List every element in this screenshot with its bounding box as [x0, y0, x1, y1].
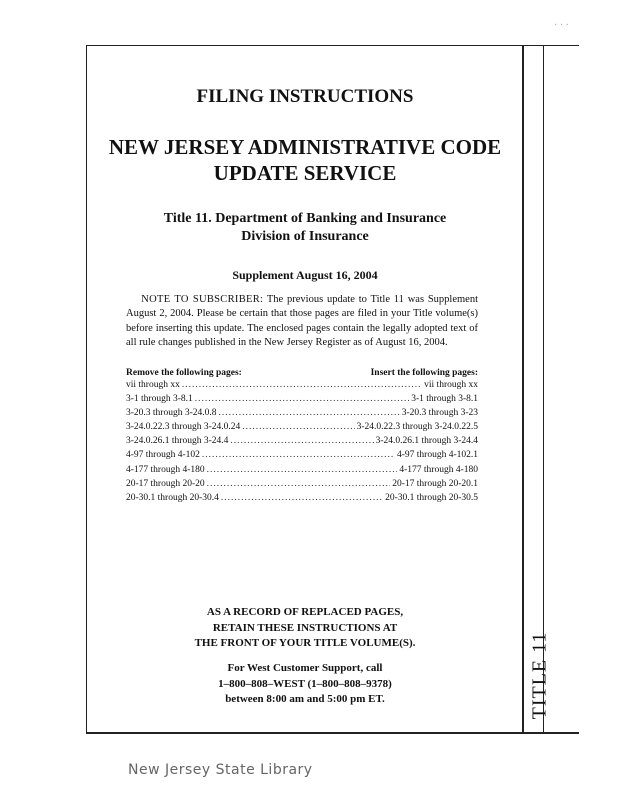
insert-pages: 4-97 through 4-102.1 [396, 450, 478, 461]
remove-pages: 4-177 through 4-180 [126, 464, 205, 475]
code-title [86, 134, 524, 186]
note-body: The previous update to Title 11 was Supplement August 2, 2004. Please be certain that those pages are filed in your Title volume(s) before inserting this update. The enclosed pages contain the legally adopted text of all rule changes published in the New Jersey Register as of August 16, 2004. [126, 294, 478, 348]
bottom-rule [86, 732, 579, 734]
remove-pages: 4-97 through 4-102 [126, 450, 200, 461]
support-info [86, 661, 524, 708]
insert-pages: 3-1 through 3-8.1 [411, 394, 478, 405]
insert-pages: 3-24.0.26.1 through 3-24.4 [375, 436, 478, 447]
insert-pages: 3-24.0.22.3 through 3-24.0.22.5 [356, 422, 478, 433]
table-row [126, 479, 478, 493]
leader-dots [202, 450, 395, 460]
table-row [126, 422, 478, 436]
support-line2: 1–800–808–WEST (1–800–808–9378) [218, 677, 392, 690]
note-lead: NOTE TO SUBSCRIBER: [141, 294, 264, 305]
support-line3: between 8:00 am and 5:00 pm ET. [225, 693, 385, 705]
insert-pages: 4-177 through 4-180 [399, 464, 478, 475]
remove-pages: 3-24.0.22.3 through 3-24.0.24 [126, 422, 241, 433]
insert-header: Insert the following pages: [370, 368, 478, 378]
remove-pages: 3-20.3 through 3-24.0.8 [126, 408, 217, 419]
table-row [126, 380, 478, 394]
insert-pages: 20-17 through 20-20.1 [392, 478, 478, 489]
leader-dots [182, 380, 422, 390]
subscriber-note [126, 293, 478, 350]
supplement-date: Supplement August 16, 2004 [232, 268, 378, 282]
insert-pages: 3-20.3 through 3-23 [401, 408, 478, 419]
remove-pages: 3-1 through 3-8.1 [126, 394, 193, 405]
leader-dots [207, 465, 398, 475]
library-stamp: New Jersey State Library [128, 762, 313, 778]
insert-pages: 20-30.1 through 20-30.5 [385, 492, 478, 503]
leader-dots [195, 394, 409, 404]
title-block [86, 210, 524, 246]
title-tab [520, 631, 560, 719]
code-title-line2: UPDATE SERVICE [213, 161, 397, 185]
table-header [126, 368, 478, 378]
record-line2: RETAIN THESE INSTRUCTIONS AT [212, 621, 398, 634]
leader-dots [221, 493, 383, 503]
support-line1: For West Customer Support, call [227, 662, 383, 674]
record-notice [86, 605, 524, 652]
page-heading: FILING INSTRUCTIONS [196, 86, 414, 107]
scan-speck: · · · [554, 20, 569, 31]
page-table [126, 368, 478, 507]
leader-dots [230, 436, 373, 446]
remove-header: Remove the following pages: [126, 368, 242, 378]
record-line1: AS A RECORD OF REPLACED PAGES, [206, 606, 404, 618]
table-row [126, 408, 478, 422]
remove-pages: 20-30.1 through 20-30.4 [126, 492, 219, 503]
table-row [126, 436, 478, 450]
record-line3: THE FRONT OF YOUR TITLE VOLUME(S). [194, 637, 416, 649]
insert-pages: vii through xx [424, 380, 478, 390]
title-line2: Division of Insurance [241, 229, 369, 244]
remove-pages: 3-24.0.26.1 through 3-24.4 [126, 436, 229, 447]
title-line1: Title 11. Department of Banking and Insurance [163, 211, 447, 226]
leader-dots [219, 408, 400, 418]
tab-label: TITLE 11 [528, 631, 551, 719]
remove-pages: vii through xx [126, 380, 180, 390]
table-row [126, 394, 478, 408]
table-row [126, 493, 478, 507]
remove-pages: 20-17 through 20-20 [126, 478, 205, 489]
tab-strip [522, 45, 544, 733]
code-title-line1: NEW JERSEY ADMINISTRATIVE CODE [108, 135, 502, 159]
table-row [126, 450, 478, 464]
leader-dots [242, 422, 354, 432]
table-row [126, 465, 478, 479]
leader-dots [207, 479, 391, 489]
